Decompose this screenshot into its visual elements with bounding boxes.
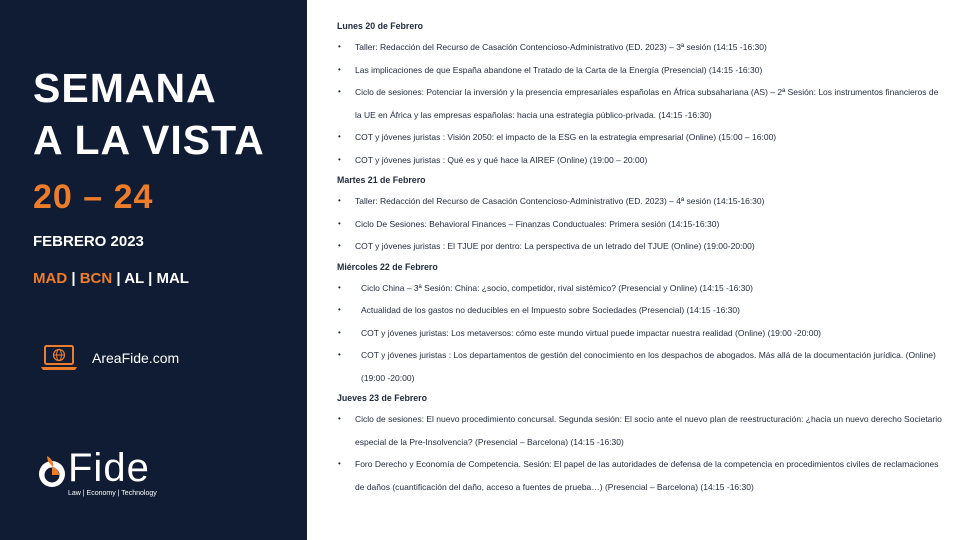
event-item: • COT y jóvenes juristas : El TJUE por dentro: La perspectiva de un letrado del TJUE (Online) (19:00-20:00)	[337, 235, 942, 258]
city-mal: MAL	[156, 270, 189, 287]
event-item: • COT y jóvenes juristas : Qué es y qué hace la AIREF (Online) (19:00 – 20:00)	[337, 149, 942, 172]
day-block	[337, 261, 942, 390]
city-mad: MAD	[33, 270, 68, 287]
day-block	[337, 392, 942, 498]
website-url[interactable]: AreaFide.com	[92, 350, 180, 366]
event-item: • Taller: Redacción del Recurso de Casación Contencioso-Administrativo (ED. 2023) – 4ª sesión (14:15-16:30)	[337, 190, 942, 213]
day-heading: Jueves 23 de Febrero	[337, 393, 427, 403]
day-block	[337, 20, 942, 171]
fide-logo-word: Fide	[68, 446, 150, 490]
event-item: • COT y jóvenes juristas : Visión 2050: el impacto de la ESG en la estrategia empresarial (Online) (15:00 – 16:00)	[337, 126, 942, 149]
event-item: • Las implicaciones de que España abandone el Tratado de la Carta de la Energía (Presencial) (14:15 -16:30)	[337, 59, 942, 82]
event-item: • Actualidad de los gastos no deducibles en el Impuesto sobre Sociedades (Presencial) (14:15 -16:30)	[337, 299, 942, 322]
event-item: • Ciclo de sesiones: Potenciar la inversión y la presencia empresariales españolas en África subsahariana (AS) – 2ª Sesión: Los instrumentos financieros de la UE en África y las empresas españolas: hacia una estrategia público-privada. (14:15 -16:30)	[337, 81, 942, 126]
week-dates: 20 – 24	[33, 178, 154, 216]
fide-logo-mark-icon	[38, 454, 66, 490]
event-list	[337, 190, 942, 258]
headline	[33, 62, 265, 166]
event-item: • COT y jóvenes juristas : Los departamentos de gestión del conocimiento en los despachos de abogados. Más allá de la documentación jurídica. (Online) (19:00 -20:00)	[337, 344, 942, 389]
website-link[interactable]	[40, 344, 179, 372]
event-item: • Ciclo De Sesiones: Behavioral Finances – Finanzas Conductuales: Primera sesión (14:15-16:30)	[337, 213, 942, 236]
event-list	[337, 277, 942, 390]
event-item: • Taller: Redacción del Recurso de Casación Contencioso-Administrativo (ED. 2023) – 3ª sesión (14:15 -16:30)	[337, 36, 942, 59]
event-item: • Ciclo China – 3ª Sesión: China: ¿socio, competidor, rival sistémico? (Presencial y Online) (14:15 -16:30)	[337, 277, 942, 300]
day-block	[337, 174, 942, 258]
left-panel	[0, 0, 307, 540]
fide-logo-tagline: Law | Economy | Technology	[68, 490, 157, 497]
event-list	[337, 408, 942, 498]
day-heading: Martes 21 de Febrero	[337, 175, 426, 185]
event-list	[337, 36, 942, 171]
event-item: • Foro Derecho y Economía de Competencia. Sesión: El papel de las autoridades de defensa de la competencia en procedimientos civiles de reclamaciones de daños (cuantificación del daño, acceso a fuentes de prueba…) (Presencial – Barcelona) (14:15 -16:30)	[337, 453, 942, 498]
event-item: • Ciclo de sesiones: El nuevo procedimiento concursal. Segunda sesión: El socio ante el nuevo plan de reestructuración: ¿hacia un nuevo derecho Societario especial de la Pre-Insolvencia? (Presencial – Barcelona) (14:15 -16:30)	[337, 408, 942, 453]
headline-line-1: SEMANA	[33, 65, 217, 111]
city-separator: |	[71, 270, 80, 287]
city-separator: |	[148, 270, 157, 287]
headline-line-2: A LA VISTA	[33, 117, 265, 163]
month-year: FEBRERO 2023	[33, 233, 144, 250]
city-al: AL	[124, 270, 144, 287]
day-heading: Miércoles 22 de Febrero	[337, 261, 438, 272]
city-bcn: BCN	[79, 270, 113, 287]
day-heading: Lunes 20 de Febrero	[337, 21, 424, 31]
event-item: • COT y jóvenes juristas: Los metaversos: cómo este mundo virtual puede impactar nuestra realidad (Online) (19:00 -20:00)	[337, 322, 942, 345]
laptop-globe-icon	[40, 344, 78, 372]
fide-logo	[38, 446, 278, 502]
city-separator: |	[116, 270, 125, 287]
cities	[33, 270, 189, 287]
weekly-schedule	[337, 17, 942, 498]
